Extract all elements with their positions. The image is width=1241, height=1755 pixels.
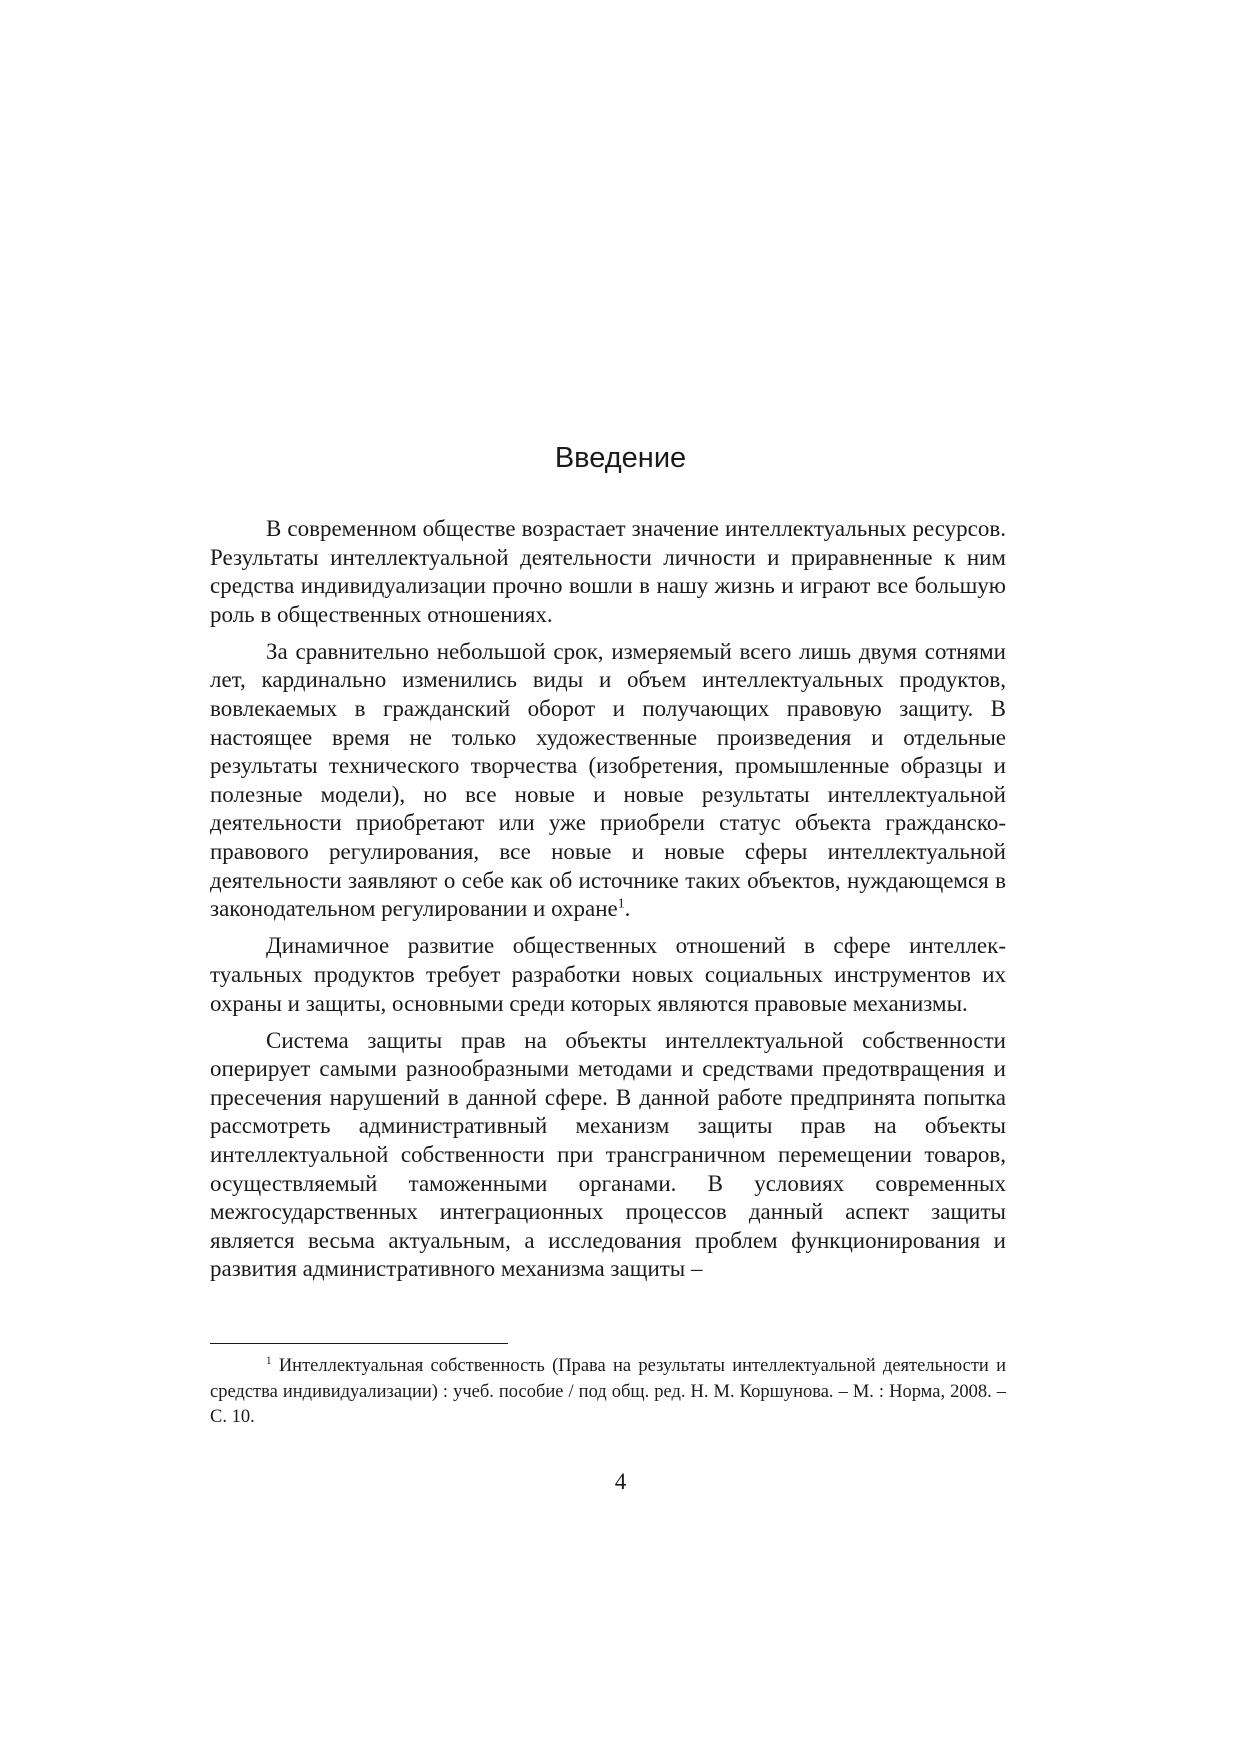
- footnote-text: Интеллектуальная собственность (Права на результаты интеллектуальной деятельности и средства индивидуализации) : учеб. пособие / под общ. ред. Н. М. Коршунова. – М. : Норма, 2008. – С. 10.: [210, 1356, 1006, 1427]
- paragraph-tail: .: [624, 896, 631, 922]
- paragraph-3: [210, 932, 1006, 1018]
- paragraph-1: [210, 515, 1006, 629]
- paragraph-4: [210, 1027, 1006, 1284]
- footnote-reference[interactable]: 1: [617, 895, 625, 911]
- page-title: Введение: [554, 442, 687, 474]
- paragraph-text: Динамичное развитие общественных отношений в сфере интеллектуальных продуктов требует разработки новых социальных инструментов их охраны и защиты, основными среди которых являются правовые механизмы.: [210, 933, 1006, 1016]
- footnote-divider: [210, 1343, 508, 1344]
- body-text: [210, 515, 1006, 1292]
- paragraph-2: [210, 638, 1006, 924]
- footnote-marker: 1: [266, 1354, 272, 1367]
- page-number: 4: [614, 1469, 627, 1494]
- paragraph-text: В современном обществе возрастает значение интеллектуальных ресурсов. Результаты интеллектуальной деятельности личности и приравненные к ним средства индивидуализации прочно вошли в нашу жизнь и играют все большую роль в общественных отношениях.: [210, 516, 1006, 627]
- paragraph-text: Система защиты прав на объекты интеллектуальной собственности оперирует самыми разнообразными методами и средствами предотвращения и пресечения нарушений в данной сфере. В данной работе предпринята попытка рассмотреть административный механизм защиты прав на объекты интеллектуальной собственности при трансграничном перемещении товаров, осуществляемый таможенными органами. В условиях современных межгосударственных интеграционных процессов данный аспект защиты является весьма актуальным, а исследования проблем функционирования и развития административного механизма защиты –: [210, 1027, 1006, 1282]
- footnote: [210, 1354, 1006, 1431]
- paragraph-text: За сравнительно небольшой срок, измеряемый всего лишь двумя сотнями лет, кардинально изменились виды и объем интеллектуальных продуктов, вовлекаемых в гражданский оборот и получающих правовую защиту. В настоящее время не только художественные произведения и отдельные результаты технического творчества (изобретения, промышленные образцы и полезные модели), но все новые и новые результаты интеллектуальной деятельности приобретают или уже приобрели статус объекта гражданско-правового регулирования, все новые и новые сферы интеллектуальной деятельности заявляют о себе как об источнике таких объектов, нуждающемся в законодательном регулировании и охране: [210, 638, 1006, 922]
